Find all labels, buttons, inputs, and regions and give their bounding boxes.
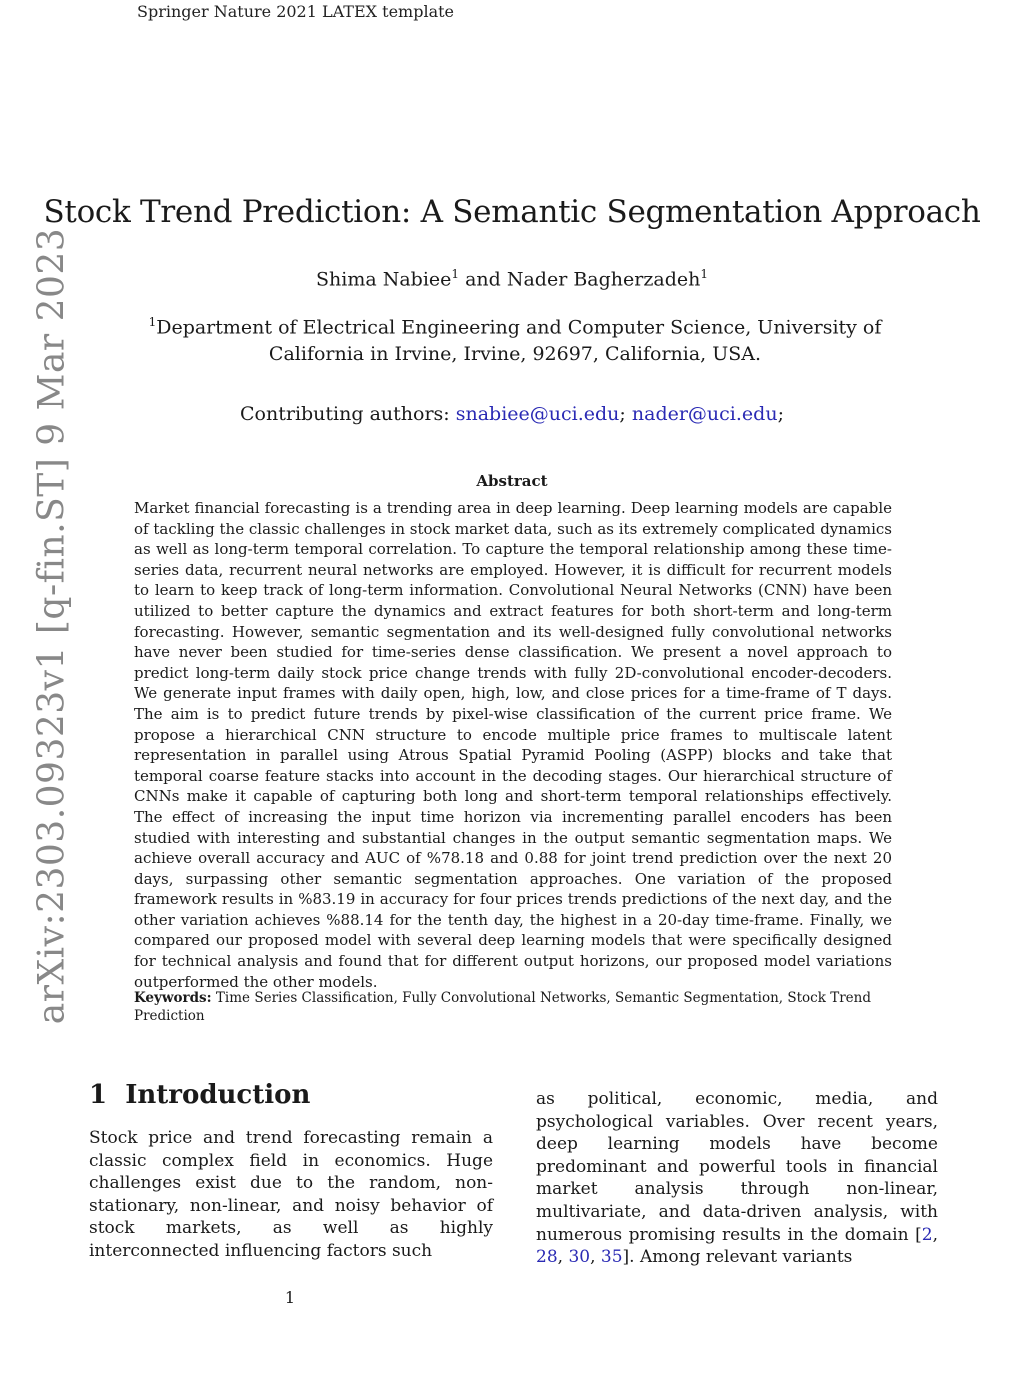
email-separator: ;	[619, 403, 632, 425]
citation-separator: ,	[590, 1247, 601, 1268]
author-name: Nader Bagherzadeh	[506, 268, 701, 291]
abstract-text: Market financial forecasting is a trending area in deep learning. Deep learning models are capable of tackling the classic challenges in stock market data, such as its extremely complicated dynamics as well as long-term temporal correlation. To capture the temporal relationship among these time-series data, recurrent neural networks are employed. However, it is difficult for recurrent models to learn to keep track of long-term information. Convolutional Neural Networks (CNN) have been utilized to better capture the dynamics and extract features for both short-term and long-term forecasting. However, semantic segmentation and its well-designed fully convolutional networks have never been studied for time-series dense classification. We present a novel approach to predict long-term daily stock price change trends with fully 2D-convolutional encoder-decoders. We generate input frames with daily open, high, low, and close prices for a time-frame of T days. The aim is to predict future trends by pixel-wise classification of the current price frame. We propose a hierarchical CNN structure to encode multiple price frames to multiscale latent representation in parallel using Atrous Spatial Pyramid Pooling (ASPP) blocks and take that temporal coarse feature stacks into account in the decoding stages. Our hierarchical structure of CNNs make it capable of capturing both long and short-term temporal relationships effectively. The effect of increasing the input time horizon via incrementing parallel encoders has been studied with interesting and substantial changes in the output semantic segmentation maps. We achieve overall accuracy and AUC of %78.18 and 0.88 for joint trend prediction over the next 20 days, surpassing other semantic segmentation approaches. One variation of the proposed framework results in %83.19 in accuracy for four prices trends predictions of the next day, and the other variation achieves %88.14 for the tenth day, the highest in a 20-day time-frame. Finally, we compared our proposed model with several deep learning models that were specifically designed for technical analysis and found that for different output horizons, our proposed model variations outperformed the other models.	[134, 499, 892, 991]
intro-right-text-end: ]. Among relevant variants	[622, 1247, 853, 1268]
keywords-label: Keywords:	[134, 990, 212, 1006]
affiliation-mark: 1	[451, 267, 460, 281]
citation-separator: ,	[557, 1247, 569, 1268]
citation-link[interactable]: 28	[536, 1247, 558, 1268]
contributing-label: Contributing authors:	[240, 403, 456, 425]
section-title: Introduction	[125, 1080, 311, 1110]
page-number: 1	[284, 1288, 296, 1307]
author-list	[0, 267, 1024, 290]
email-link-1[interactable]: snabiee@uci.edu	[455, 403, 620, 425]
affiliation-mark: 1	[700, 267, 708, 281]
arxiv-side-stamp: arXiv:2303.09323v1 [q-fin.ST] 9 Mar 2023	[31, 227, 73, 1025]
intro-right-column	[536, 1088, 938, 1269]
keywords-text: Time Series Classification, Fully Convolutional Networks, Semantic Segmentation, Stock Trend Prediction	[134, 990, 871, 1024]
intro-left-column: Stock price and trend forecasting remain a classic complex field in economics. Huge challenges exist due to the random, non-stationary, non-linear, and noisy behavior of stock markets, as well as highly interconnected influencing factors such	[89, 1128, 493, 1261]
intro-right-text: as political, economic, media, and psychological variables. Over recent years, deep learning models have become predominant and powerful tools in financial market analysis through non-linear, multivariate, and data-driven analysis, with numerous promising results in the domain [	[536, 1089, 938, 1245]
citation-link[interactable]: 2	[921, 1224, 933, 1245]
abstract-heading: Abstract	[476, 472, 548, 490]
citation-separator: ,	[932, 1224, 938, 1245]
paper-title: Stock Trend Prediction: A Semantic Segmentation Approach	[43, 194, 981, 230]
affiliation-text: Department of Electrical Engineering and Computer Science, University of California in Irvine, Irvine, 92697, California, USA.	[156, 316, 882, 366]
section-number: 1	[89, 1080, 108, 1110]
author-conjunction: and	[459, 268, 507, 291]
citation-link[interactable]: 35	[600, 1247, 623, 1268]
contributing-authors	[0, 403, 1024, 425]
template-header-note: Springer Nature 2021 LATEX template	[137, 2, 454, 21]
keywords	[134, 989, 892, 1025]
author-name: Shima Nabiee	[316, 268, 452, 291]
citation-link[interactable]: 30	[568, 1247, 591, 1268]
section-heading	[89, 1080, 310, 1110]
email-link-2[interactable]: nader@uci.edu	[631, 403, 778, 425]
affiliation-mark: 1	[148, 315, 157, 329]
affiliation	[120, 309, 910, 368]
email-end: ;	[777, 403, 784, 425]
